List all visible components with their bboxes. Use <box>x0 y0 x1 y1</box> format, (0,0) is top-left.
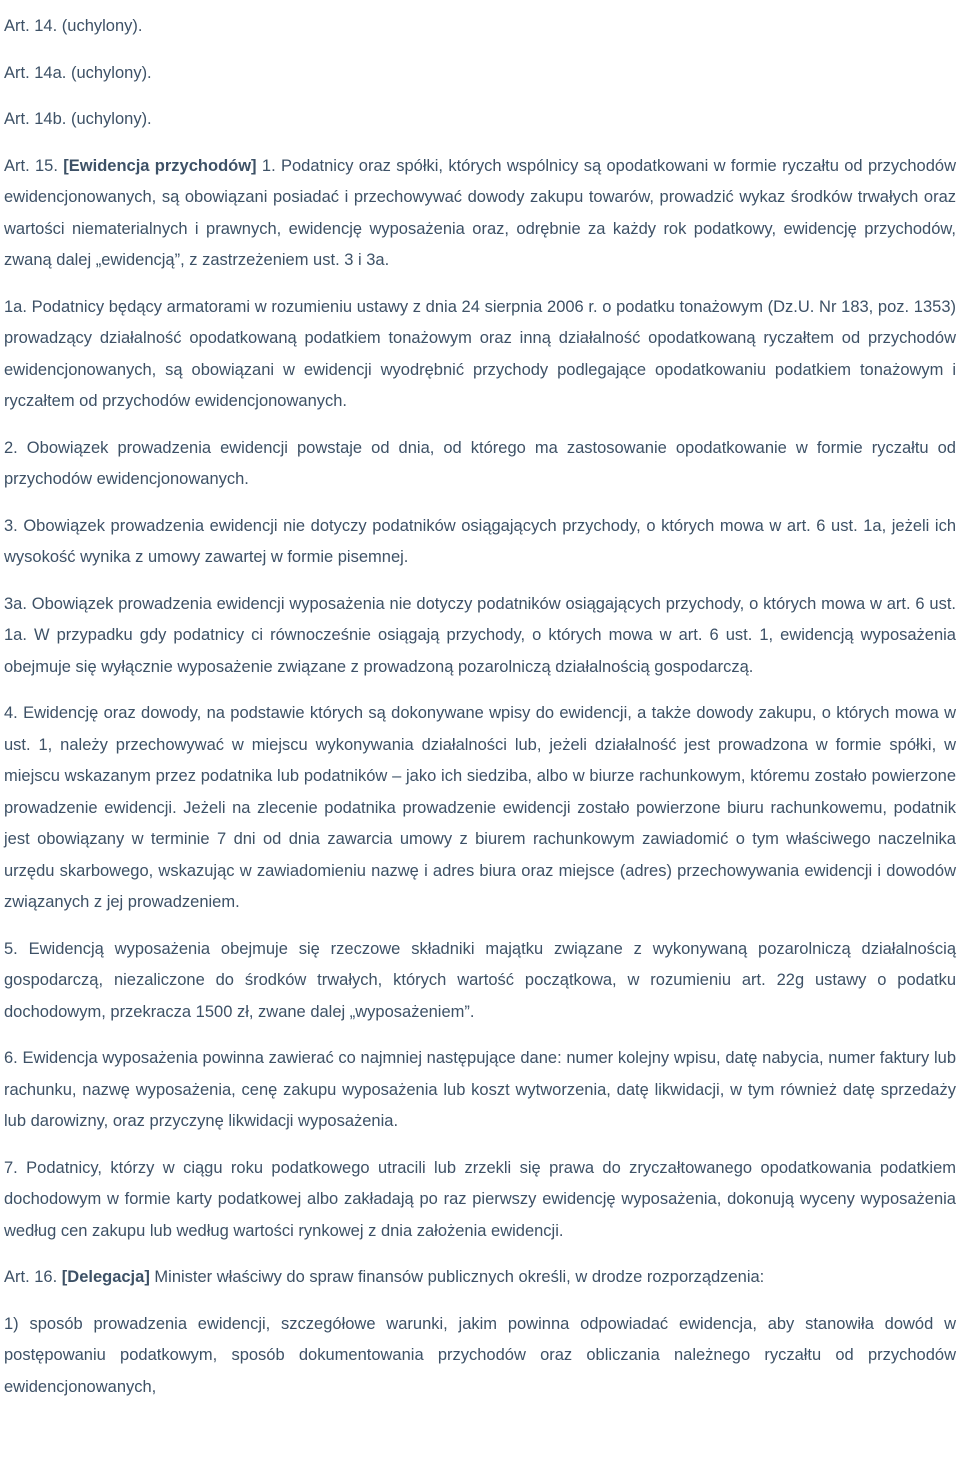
paragraph-text: Art. 14b. (uchylony). <box>4 110 152 128</box>
paragraph-text: 5. Ewidencją wyposażenia obejmuje się rzeczowe składniki majątku związane z wykonywaną pozarolniczą działalnością gospodarczą, niezaliczone do środków trwałych, których wartość początkowa, w rozumieniu art. 22g ustawy o podatku dochodowym, przekracza 1500 zł, zwane dalej „wyposażeniem”. <box>4 939 956 1021</box>
paragraph-art-16 <box>4 1262 956 1294</box>
paragraph-text: 3. Obowiązek prowadzenia ewidencji nie dotyczy podatników osiągających przychody, o których mowa w art. 6 ust. 1a, jeżeli ich wysokość wynika z umowy zawartej w formie pisemnej. <box>4 516 956 566</box>
article-number: Art. 16. <box>4 1268 62 1286</box>
paragraph-text: Art. 14. (uchylony). <box>4 17 143 35</box>
article-heading: [Ewidencja przychodów] <box>63 156 257 175</box>
paragraph-art-15-ust-6 <box>4 1043 956 1138</box>
paragraph-text: 1) sposób prowadzenia ewidencji, szczegółowe warunki, jakim powinna odpowiadać ewidencja, aby stanowiła dowód w postępowaniu podatkowym, sposób dokumentowania przychodów oraz obliczania należnego ryczałtu od przychodów ewidencjonowanych, <box>4 1314 956 1396</box>
paragraph-art-15-ust-3 <box>4 511 956 574</box>
paragraph-text: 7. Podatnicy, którzy w ciągu roku podatkowego utracili lub zrzekli się prawa do zryczałtowanego opodatkowania podatkiem dochodowym w formie karty podatkowej albo zakładają po raz pierwszy ewidencję wyposażenia, dokonują wyceny wyposażenia według cen zakupu lub według wartości rynkowej z dnia założenia ewidencji. <box>4 1158 956 1240</box>
paragraph-art-15-ust-1 <box>4 151 956 277</box>
paragraph-text: Art. 14a. (uchylony). <box>4 63 152 82</box>
paragraph-text: 3a. Obowiązek prowadzenia ewidencji wyposażenia nie dotyczy podatników osiągających przychody, o których mowa w art. 6 ust. 1a. W przypadku gdy podatnicy ci równocześnie osiągają przychody, o których mowa w art. 6 ust. 1, ewidencją wyposażenia obejmuje się wyłącznie wyposażenie związane z prowadzoną pozarolniczą działalnością gospodarczą. <box>4 594 956 676</box>
paragraph-art-16-pkt-1 <box>4 1309 956 1404</box>
paragraph-text: Minister właściwy do spraw finansów publicznych określi, w drodze rozporządzenia: <box>149 1268 765 1286</box>
paragraph-text: 1. Podatnicy oraz spółki, których wspólnicy są opodatkowani w formie ryczałtu od przychodów ewidencjonowanych, są obowiązani posiadać i przechowywać dowody zakupu towarów, prowadzić wykaz środków trwałych oraz wartości niematerialnych i prawnych, ewidencję wyposażenia oraz, odrębnie za każdy rok podatkowy, ewidencję przychodów, zwaną dalej „ewidencją”, z zastrzeżeniem ust. 3 i 3a. <box>4 156 956 269</box>
paragraph-art-15-ust-2 <box>4 433 956 496</box>
paragraph-art-15-ust-7 <box>4 1153 956 1248</box>
paragraph-text: 1a. Podatnicy będący armatorami w rozumieniu ustawy z dnia 24 sierpnia 2006 r. o podatku tonażowym (Dz.U. Nr 183, poz. 1353) prowadzący działalność opodatkowaną podatkiem tonażowym oraz inną działalność opodatkowaną ryczałtem od przychodów ewidencjonowanych, są obowiązani w ewidencji wyodrębnić przychody podlegające opodatkowaniu podatkiem tonażowym i ryczałtem od przychodów ewidencjonowanych. <box>4 297 956 410</box>
paragraph-art-14b <box>4 104 956 136</box>
paragraph-art-14 <box>4 11 956 43</box>
paragraph-art-15-ust-4 <box>4 698 956 919</box>
paragraph-art-14a <box>4 58 956 90</box>
paragraph-text: 2. Obowiązek prowadzenia ewidencji powstaje od dnia, od którego ma zastosowanie opodatkowanie w formie ryczałtu od przychodów ewidencjonowanych. <box>4 438 956 488</box>
article-heading: [Delegacja] <box>61 1268 150 1286</box>
paragraph-art-15-ust-1a <box>4 292 956 418</box>
paragraph-art-15-ust-3a <box>4 589 956 684</box>
paragraph-text: 4. Ewidencję oraz dowody, na podstawie których są dokonywane wpisy do ewidencji, a także dowody zakupu, o których mowa w ust. 1, należy przechowywać w miejscu wykonywania działalności lub, jeżeli działalność jest prowadzona w formie spółki, w miejscu wskazanym przez podatnika lub podatników – jako ich siedziba, albo w biurze rachunkowym, któremu zostało powierzone prowadzenie ewidencji. Jeżeli na zlecenie podatnika prowadzenie ewidencji zostało powierzone biuru rachunkowemu, podatnik jest obowiązany w terminie 7 dni od dnia zawarcia umowy z biurem rachunkowym zawiadomić o tym właściwego naczelnika urzędu skarbowego, wskazując w zawiadomieniu nazwę i adres biura oraz miejsce (adres) przechowywania ewidencji i dowodów związanych z jej prowadzeniem. <box>4 704 956 911</box>
article-number: Art. 15. <box>4 156 64 175</box>
paragraph-art-15-ust-5 <box>4 934 956 1029</box>
paragraph-text: 6. Ewidencja wyposażenia powinna zawierać co najmniej następujące dane: numer kolejny wpisu, datę nabycia, numer faktury lub rachunku, nazwę wyposażenia, cenę zakupu wyposażenia lub koszt wytworzenia, datę likwidacji, w tym również datę sprzedaży lub darowizny, oraz przyczynę likwidacji wyposażenia. <box>4 1049 956 1130</box>
